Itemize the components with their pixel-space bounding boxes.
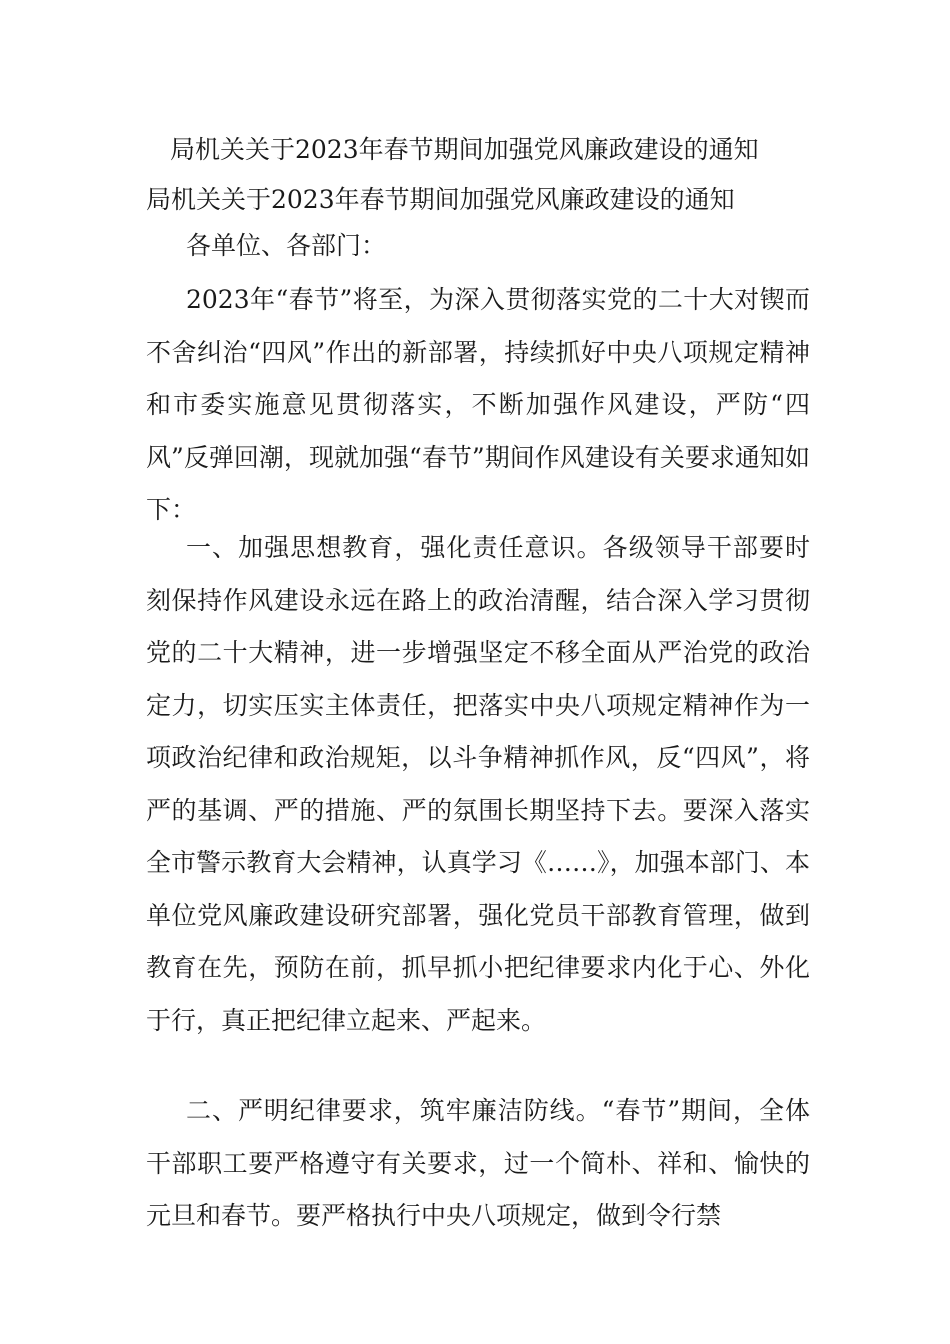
document-title-line-2: 局机关关于2023年春节期间加强党风廉政建设的通知	[146, 185, 735, 214]
document-title-line-1: 局机关关于2023年春节期间加强党风廉政建设的通知	[170, 135, 759, 164]
paragraph-intro: 2023年“春节”将至，为深入贯彻落实党的二十大对锲而不舍纠治“四风”作出的新部署，持续抓好中央八项规定精神和市委实施意见贯彻落实，不断加强作风建设，严防“四风”反弹回潮，现就加强“春节”期间作风建设有关要求通知如下：	[146, 285, 810, 524]
paragraph-section-1: 一、加强思想教育，强化责任意识。各级领导干部要时刻保持作风建设永远在路上的政治清醒，结合深入学习贯彻党的二十大精神，进一步增强坚定不移全面从严治党的政治定力，切实压实主体责任，把落实中央八项规定精神作为一项政治纪律和政治规矩，以斗争精神抓作风，反“四风”，将严的基调、严的措施、严的氛围长期坚持下去。要深入落实全市警示教育大会精神，认真学习《……》，加强本部门、本单位党风廉政建设研究部署，强化党员干部教育管理，做到教育在先，预防在前，抓早抓小把纪律要求内化于心、外化于行，真正把纪律立起来、严起来。	[146, 533, 810, 1035]
paragraph-section-2: 二、严明纪律要求，筑牢廉洁防线。“春节”期间，全体干部职工要严格遵守有关要求，过一个简朴、祥和、愉快的元旦和春节。要严格执行中央八项规定，做到令行禁	[146, 1096, 810, 1230]
greeting: 各单位、各部门：	[186, 231, 387, 260]
